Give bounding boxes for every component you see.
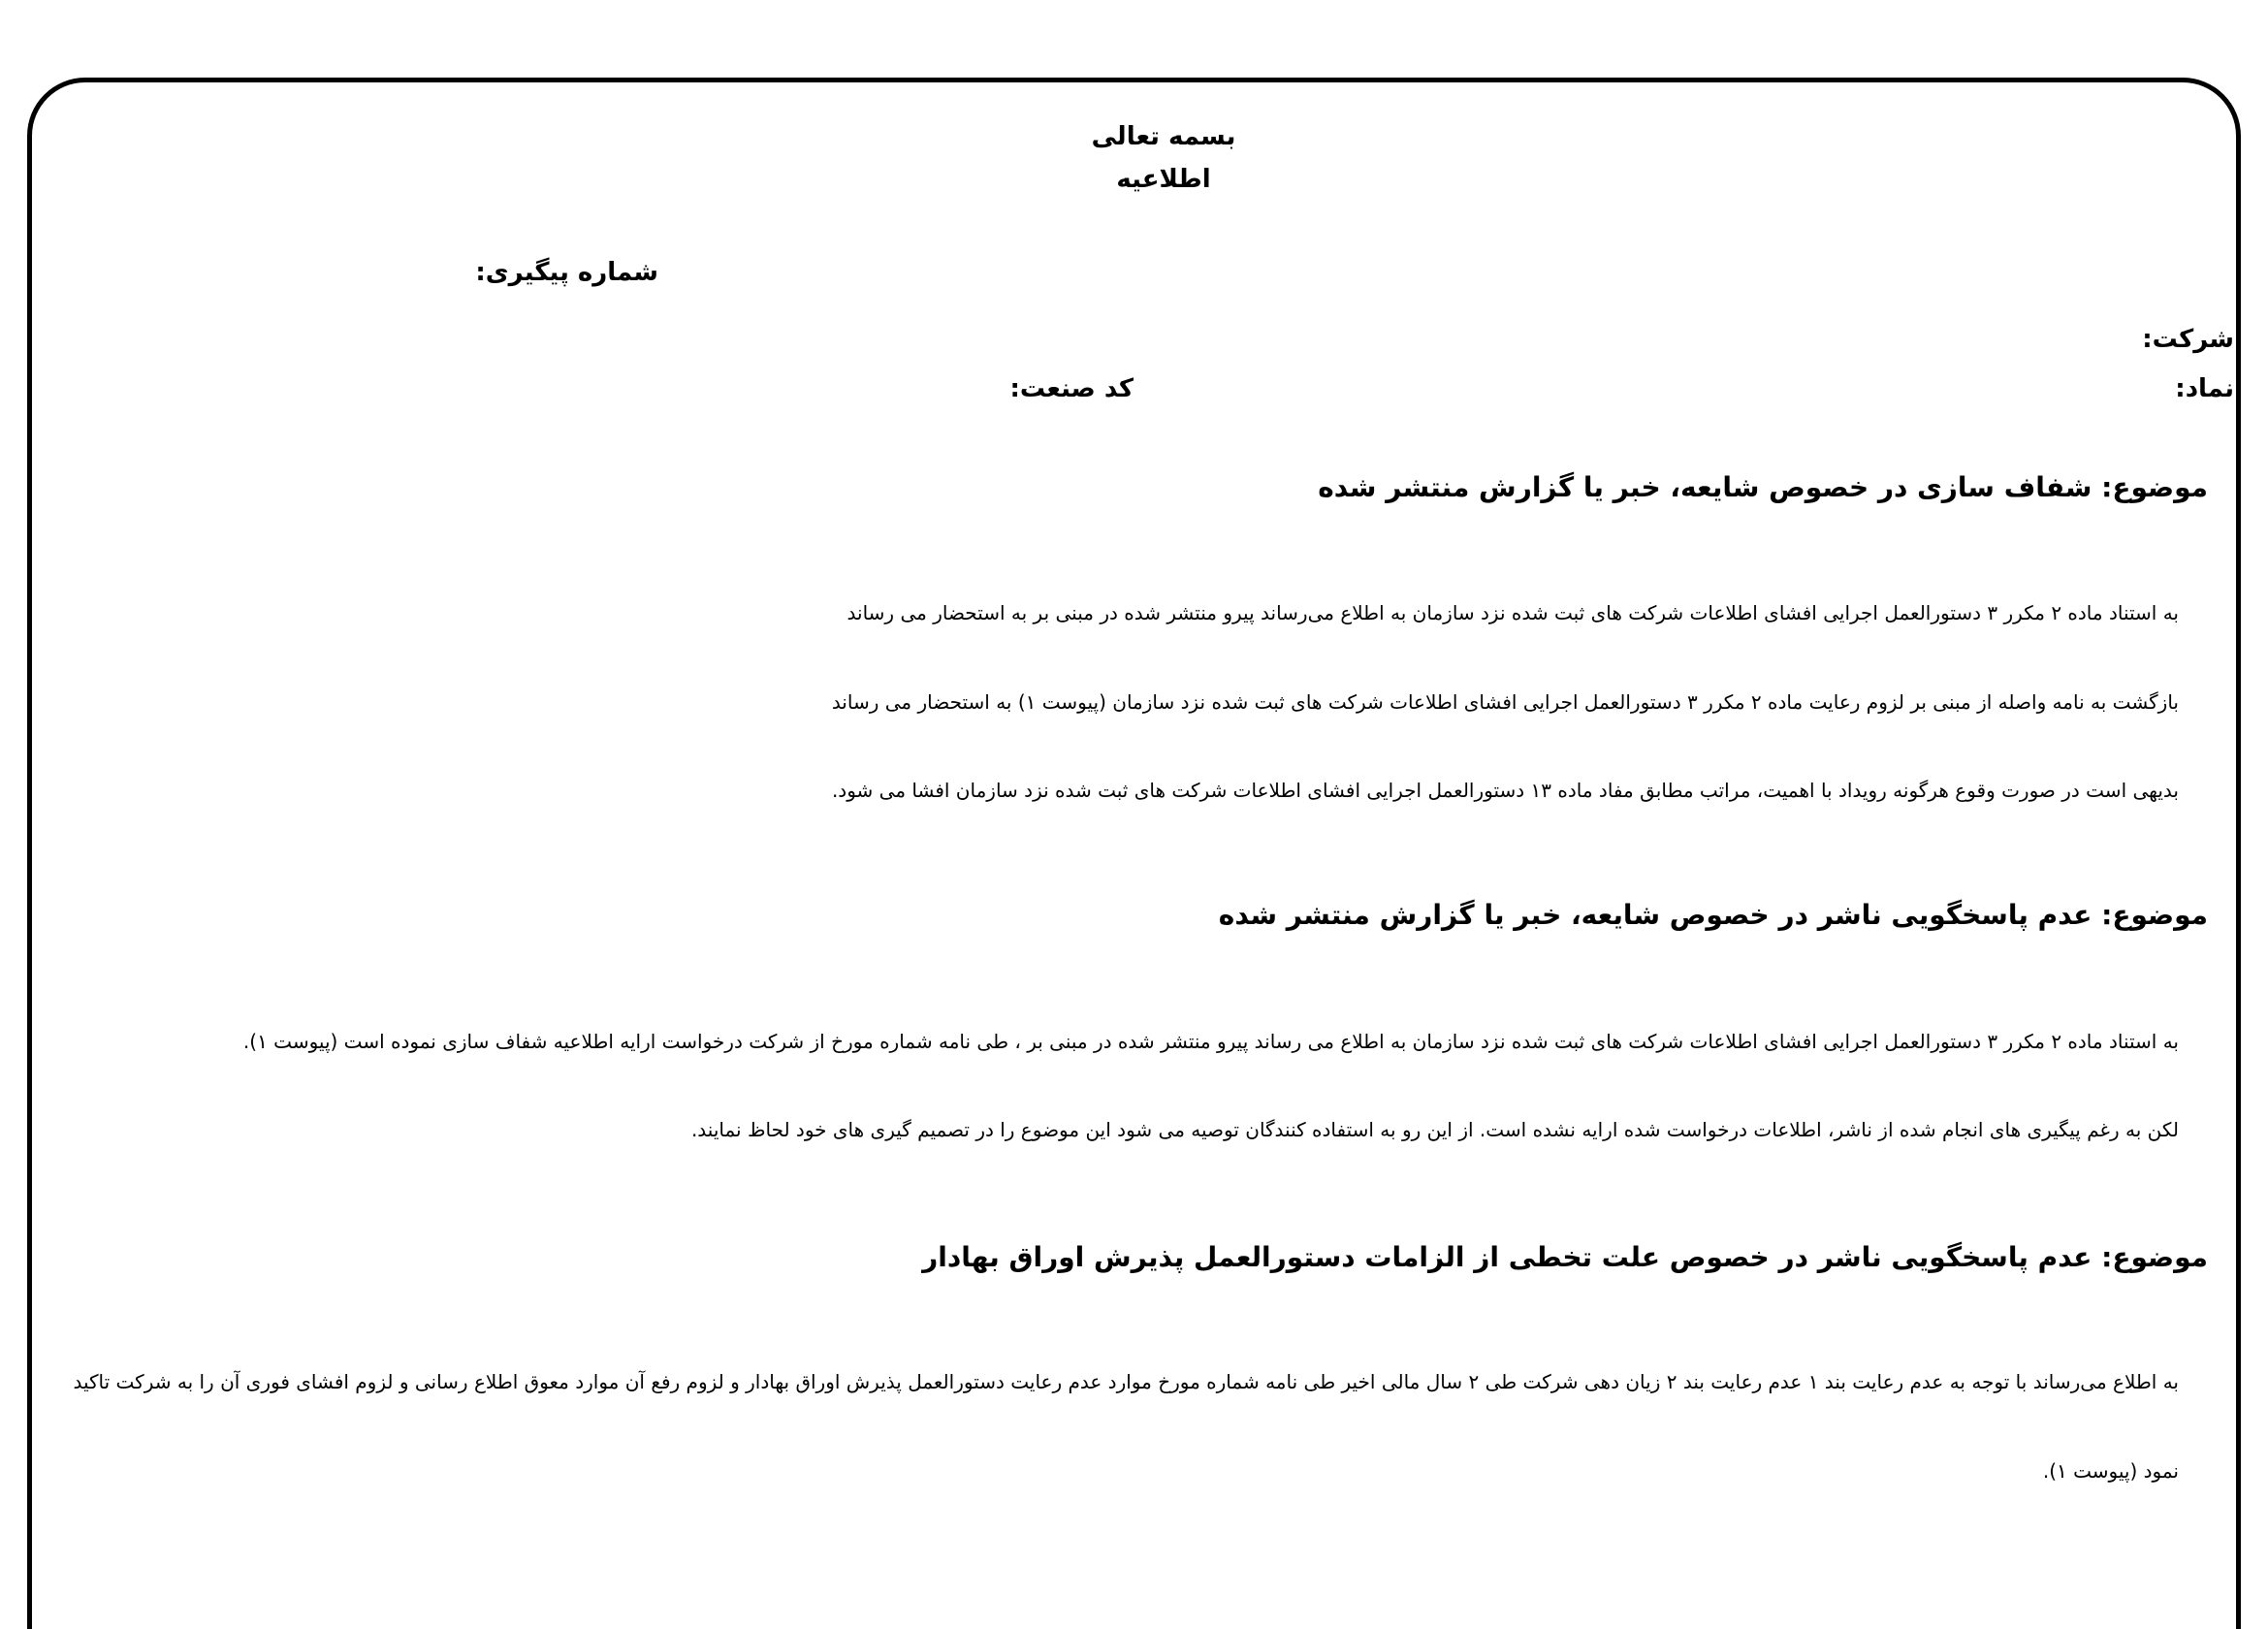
section-paragraph: به استناد ماده ۲ مکرر ۳ دستورالعمل اجرایی افشای اطلاعات شرکت های ثبت شده نزد سازمان به اطلاع می‌رساند پیرو منتشر شده در مبنی بر به استحضار می رساند: [847, 601, 2179, 624]
section-subject: موضوع: عدم پاسخگویی ناشر در خصوص علت تخطی از الزامات دستورالعمل پذیرش اوراق بهادار: [922, 1241, 2208, 1273]
symbol-label: نماد:: [2175, 374, 2234, 403]
section-paragraph: به استناد ماده ۲ مکرر ۳ دستورالعمل اجرایی افشای اطلاعات شرکت های ثبت شده نزد سازمان به اطلاع می رساند پیرو منتشر شده در مبنی بر ، طی نامه شماره مورخ از شرکت درخواست ارایه اطلاعیه شفاف سازی نموده است (پیوست ۱).: [242, 1030, 2179, 1053]
section-paragraph: بازگشت به نامه واصله از مبنی بر لزوم رعایت ماده ۲ مکرر ۳ دستورالعمل اجرایی افشای اطلاعات شرکت های ثبت شده نزد سازمان (پیوست ۱) به استحضار می رساند: [831, 690, 2179, 714]
document-border: [27, 78, 2241, 1629]
section-paragraph: لکن به رغم پیگیری های انجام شده از ناشر، اطلاعات درخواست شده ارایه نشده است. از این رو به استفاده کنندگان توصیه می شود این موضوع را در تصمیم گیری های خود لحاظ نمایند.: [690, 1118, 2179, 1141]
industry-code-label: کد صنعت:: [1009, 374, 1134, 403]
company-label: شرکت:: [2142, 325, 2234, 354]
notice-heading: اطلاعیه: [1116, 165, 1211, 194]
section-paragraph: بدیهی است در صورت وقوع هرگونه رویداد با اهمیت، مراتب مطابق مفاد ماده ۱۳ دستورالعمل اجرایی افشای اطلاعات شرکت های ثبت شده نزد سازمان افشا می شود.: [831, 779, 2179, 802]
section-subject: موضوع: شفاف سازی در خصوص شایعه، خبر یا گزارش منتشر شده: [1318, 471, 2208, 503]
basmala-heading: بسمه تعالی: [1091, 122, 1236, 151]
section-paragraph: به اطلاع می‌رساند با توجه به عدم رعایت بند ۱ عدم رعایت بند ۲ زیان دهی شرکت طی ۲ سال مالی اخیر طی نامه شماره مورخ موارد عدم رعایت دستورالعمل پذیرش اوراق بهادار و لزوم رفع آن موارد معوق اطلاع رسانی و لزوم افشای فوری آن را به شرکت تاکید: [73, 1370, 2179, 1393]
section-paragraph: نمود (پیوست ۱).: [2042, 1459, 2179, 1483]
tracking-number-label: شماره پیگیری:: [475, 258, 658, 287]
section-subject: موضوع: عدم پاسخگویی ناشر در خصوص شایعه، خبر یا گزارش منتشر شده: [1218, 899, 2208, 931]
